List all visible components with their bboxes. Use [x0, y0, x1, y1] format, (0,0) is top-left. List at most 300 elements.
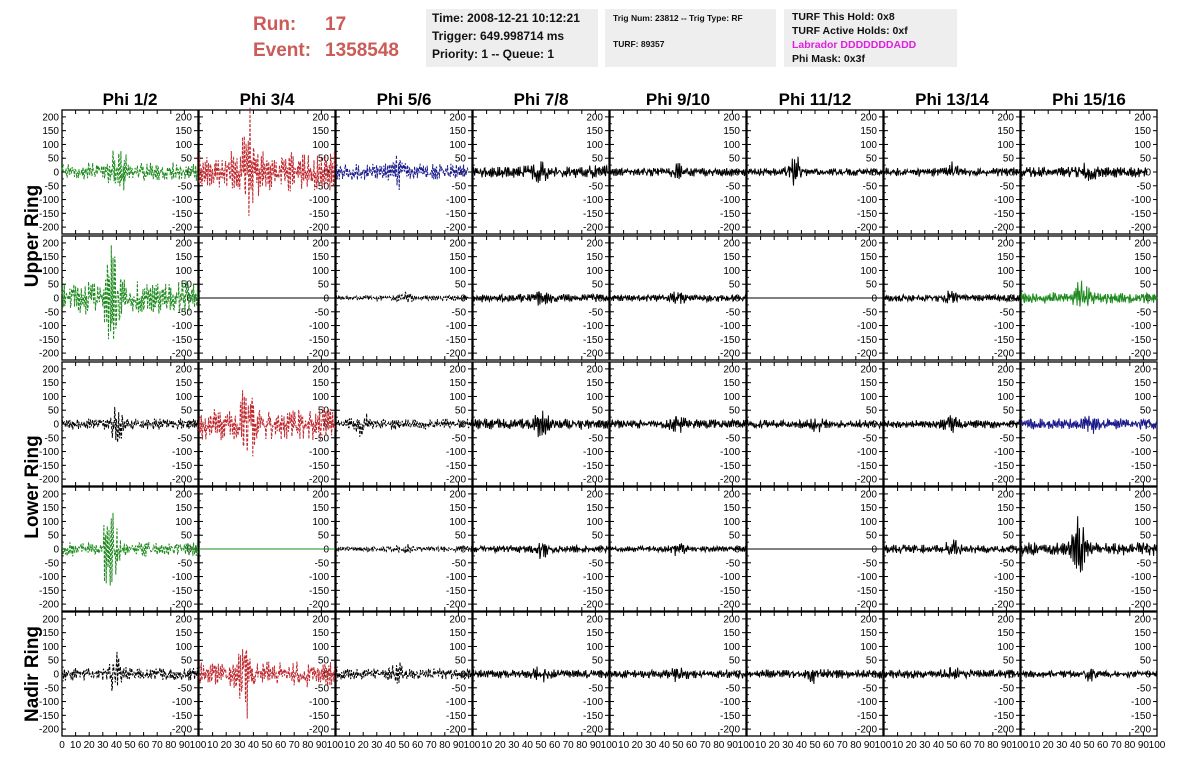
y-tick-label: -150 — [993, 208, 1014, 220]
y-tick-label: 50 — [317, 279, 329, 291]
y-tick-label: -200 — [445, 474, 466, 486]
y-tick-label: -100 — [171, 447, 192, 459]
y-tick-label: -50 — [725, 558, 740, 570]
y-tick-label: 50 — [865, 153, 877, 165]
x-tick-label: 80 — [850, 740, 862, 751]
y-tick-label: -150 — [719, 585, 740, 597]
y-tick-label: -200 — [719, 474, 740, 486]
y-tick-label: 150 — [860, 628, 877, 640]
y-tick-label: -100 — [719, 195, 740, 207]
y-tick-label: 200 — [42, 614, 59, 626]
y-tick-label: 200 — [860, 364, 877, 376]
x-tick-label: 50 — [124, 740, 136, 751]
y-tick-label: 50 — [180, 153, 192, 165]
y-tick-label: -50 — [725, 683, 740, 695]
x-tick-label: 100 — [600, 740, 618, 751]
column-header-1: Phi 1/2 — [102, 90, 158, 109]
y-tick-label: -50 — [588, 433, 603, 445]
x-tick-label: 60 — [275, 740, 287, 751]
y-tick-label: -100 — [993, 195, 1014, 207]
y-tick-label: 200 — [175, 238, 192, 250]
x-tick-label: 20 — [1042, 740, 1054, 751]
y-tick-label: -200 — [445, 724, 466, 736]
y-tick-label: 0 — [53, 419, 59, 431]
y-tick-label: 150 — [1134, 503, 1151, 515]
y-tick-label: 100 — [723, 139, 740, 151]
y-tick-label: -150 — [993, 460, 1014, 472]
y-tick-label: 0 — [871, 544, 877, 556]
x-tick-label: 10 — [892, 740, 904, 751]
y-tick-label: 150 — [723, 503, 740, 515]
y-tick-label: 200 — [997, 238, 1014, 250]
y-tick-label: -200 — [993, 474, 1014, 486]
y-tick-label: -50 — [177, 683, 192, 695]
y-tick-label: 200 — [723, 112, 740, 124]
y-tick-label: 100 — [723, 265, 740, 277]
y-tick-label: -150 — [308, 208, 329, 220]
y-tick-label: -50 — [177, 307, 192, 319]
y-tick-label: -50 — [314, 558, 329, 570]
y-tick-label: -200 — [993, 724, 1014, 736]
y-tick-label: 0 — [1145, 419, 1151, 431]
y-tick-label: 0 — [53, 669, 59, 681]
event-label: Event: — [253, 40, 312, 61]
y-tick-label: -100 — [1130, 697, 1151, 709]
y-tick-label: -150 — [993, 334, 1014, 346]
y-tick-label: 200 — [860, 238, 877, 250]
y-tick-label: -50 — [999, 433, 1014, 445]
y-tick-label: -50 — [1136, 683, 1151, 695]
y-tick-label: 150 — [312, 252, 329, 264]
y-tick-label: 100 — [586, 391, 603, 403]
y-tick-label: -200 — [582, 222, 603, 234]
y-tick-label: -200 — [308, 599, 329, 611]
y-tick-label: 100 — [860, 391, 877, 403]
x-tick-label: 30 — [508, 740, 520, 751]
y-tick-label: 200 — [997, 614, 1014, 626]
y-tick-label: -50 — [44, 181, 59, 193]
y-tick-label: -100 — [582, 572, 603, 584]
y-tick-label: -50 — [862, 307, 877, 319]
y-tick-label: 150 — [860, 252, 877, 264]
y-tick-label: 0 — [734, 544, 740, 556]
y-tick-label: -50 — [314, 307, 329, 319]
y-tick-label: -100 — [445, 195, 466, 207]
y-tick-label: 0 — [53, 544, 59, 556]
y-tick-label: 150 — [175, 378, 192, 390]
x-tick-label: 60 — [1097, 740, 1109, 751]
y-tick-label: 200 — [449, 614, 466, 626]
y-tick-label: 50 — [865, 655, 877, 667]
y-tick-label: 100 — [586, 139, 603, 151]
y-tick-label: 150 — [586, 252, 603, 264]
y-tick-label: -50 — [862, 181, 877, 193]
y-tick-label: 200 — [449, 364, 466, 376]
y-tick-label: 50 — [317, 655, 329, 667]
y-tick-label: -50 — [588, 683, 603, 695]
x-tick-label: 10 — [70, 740, 82, 751]
y-tick-label: 100 — [723, 641, 740, 653]
y-tick-label: -100 — [582, 697, 603, 709]
y-tick-label: -50 — [999, 558, 1014, 570]
y-tick-label: -150 — [719, 208, 740, 220]
y-tick-label: -100 — [171, 572, 192, 584]
y-tick-label: 0 — [734, 419, 740, 431]
y-tick-label: 0 — [323, 544, 329, 556]
y-tick-label: 0 — [871, 419, 877, 431]
y-tick-label: 0 — [1145, 544, 1151, 556]
x-tick-label: 60 — [960, 740, 972, 751]
y-tick-label: 150 — [1134, 378, 1151, 390]
y-tick-label: -50 — [451, 433, 466, 445]
x-tick-label: 10 — [207, 740, 219, 751]
x-tick-label: 50 — [946, 740, 958, 751]
y-tick-label: -200 — [171, 474, 192, 486]
y-tick-label: -200 — [38, 599, 59, 611]
y-tick-label: -100 — [38, 697, 59, 709]
x-tick-label: 70 — [973, 740, 985, 751]
y-tick-label: 100 — [1134, 265, 1151, 277]
y-tick-label: 0 — [186, 669, 192, 681]
y-tick-label: -200 — [38, 348, 59, 360]
y-tick-label: 200 — [1134, 614, 1151, 626]
x-tick-label: 20 — [357, 740, 369, 751]
y-tick-label: -150 — [171, 710, 192, 722]
y-tick-label: -150 — [993, 710, 1014, 722]
y-tick-label: 150 — [860, 503, 877, 515]
y-tick-label: -150 — [445, 334, 466, 346]
y-tick-label: -50 — [314, 683, 329, 695]
y-tick-label: 50 — [591, 530, 603, 542]
x-tick-label: 50 — [535, 740, 547, 751]
y-tick-label: 50 — [591, 153, 603, 165]
x-tick-label: 40 — [521, 740, 533, 751]
phi-mask-line: Phi Mask: 0x3f — [792, 53, 865, 65]
y-tick-label: 200 — [860, 112, 877, 124]
turf-line: TURF: 89357 — [613, 39, 665, 49]
y-tick-label: -50 — [1136, 433, 1151, 445]
y-tick-label: -200 — [38, 474, 59, 486]
y-tick-label: 100 — [42, 391, 59, 403]
y-tick-label: -50 — [44, 683, 59, 695]
y-tick-label: 200 — [175, 112, 192, 124]
y-tick-label: -100 — [993, 447, 1014, 459]
x-tick-label: 50 — [672, 740, 684, 751]
y-tick-label: 100 — [860, 516, 877, 528]
y-tick-label: 50 — [454, 405, 466, 417]
y-tick-label: -200 — [993, 222, 1014, 234]
y-tick-label: 150 — [449, 628, 466, 640]
y-tick-label: -150 — [582, 585, 603, 597]
y-tick-label: 200 — [1134, 364, 1151, 376]
y-tick-label: 50 — [180, 530, 192, 542]
y-tick-label: -200 — [856, 222, 877, 234]
y-tick-label: 150 — [997, 252, 1014, 264]
x-tick-label: 20 — [905, 740, 917, 751]
y-tick-label: 150 — [997, 126, 1014, 138]
x-tick-label: 70 — [699, 740, 711, 751]
y-tick-label: -200 — [1130, 474, 1151, 486]
y-tick-label: -100 — [38, 447, 59, 459]
y-tick-label: -200 — [582, 348, 603, 360]
x-tick-label: 30 — [234, 740, 246, 751]
y-tick-label: 200 — [997, 489, 1014, 501]
y-tick-label: 200 — [449, 112, 466, 124]
y-tick-label: 100 — [42, 641, 59, 653]
y-tick-label: 200 — [1134, 489, 1151, 501]
y-tick-label: 150 — [312, 378, 329, 390]
y-tick-label: 200 — [860, 614, 877, 626]
y-tick-label: 150 — [860, 378, 877, 390]
x-tick-label: 70 — [151, 740, 163, 751]
y-tick-label: 50 — [1002, 405, 1014, 417]
y-tick-label: -200 — [719, 599, 740, 611]
y-tick-label: 100 — [997, 139, 1014, 151]
y-tick-label: -150 — [856, 710, 877, 722]
y-tick-label: 50 — [591, 655, 603, 667]
y-tick-label: 50 — [180, 405, 192, 417]
y-tick-label: 100 — [312, 391, 329, 403]
y-tick-label: -150 — [171, 460, 192, 472]
y-tick-label: 0 — [460, 293, 466, 305]
y-tick-label: 200 — [586, 364, 603, 376]
y-tick-label: -200 — [171, 724, 192, 736]
y-tick-label: -200 — [445, 222, 466, 234]
y-tick-label: 100 — [1134, 516, 1151, 528]
y-tick-label: 150 — [42, 628, 59, 640]
x-tick-label: 60 — [138, 740, 150, 751]
y-tick-label: -100 — [308, 572, 329, 584]
y-tick-label: 50 — [728, 655, 740, 667]
y-tick-label: 150 — [1134, 126, 1151, 138]
x-tick-label: 70 — [1110, 740, 1122, 751]
x-tick-label: 60 — [412, 740, 424, 751]
y-tick-label: 0 — [597, 167, 603, 179]
y-tick-label: 150 — [723, 126, 740, 138]
turf-hold-line: TURF This Hold: 0x8 — [792, 11, 895, 23]
y-tick-label: 0 — [597, 669, 603, 681]
y-tick-label: 150 — [723, 378, 740, 390]
y-tick-label: 0 — [460, 419, 466, 431]
y-tick-label: -150 — [308, 334, 329, 346]
y-tick-label: 100 — [860, 265, 877, 277]
x-tick-label: 40 — [932, 740, 944, 751]
y-tick-label: 0 — [597, 544, 603, 556]
y-tick-label: -100 — [308, 447, 329, 459]
y-tick-label: 100 — [175, 139, 192, 151]
y-tick-label: 100 — [449, 641, 466, 653]
y-tick-label: 0 — [1008, 419, 1014, 431]
y-tick-label: -200 — [582, 474, 603, 486]
time-line: Time: 2008-12-21 10:12:21 — [432, 11, 580, 25]
y-tick-label: 50 — [1002, 153, 1014, 165]
y-tick-label: -150 — [856, 208, 877, 220]
x-tick-label: 40 — [247, 740, 259, 751]
y-tick-label: 150 — [42, 503, 59, 515]
y-tick-label: -100 — [582, 447, 603, 459]
y-tick-label: 50 — [454, 153, 466, 165]
y-tick-label: 100 — [175, 391, 192, 403]
y-tick-label: -100 — [1130, 321, 1151, 333]
y-tick-label: -150 — [856, 460, 877, 472]
y-tick-label: 0 — [53, 167, 59, 179]
x-tick-label: 100 — [1148, 740, 1166, 751]
x-tick-label: 100 — [1011, 740, 1029, 751]
y-tick-label: 0 — [1008, 669, 1014, 681]
x-tick-label: 30 — [1056, 740, 1068, 751]
y-tick-label: 50 — [1002, 279, 1014, 291]
y-tick-label: -200 — [445, 599, 466, 611]
y-tick-label: -200 — [171, 348, 192, 360]
y-tick-label: 100 — [586, 641, 603, 653]
y-tick-label: 100 — [1134, 391, 1151, 403]
y-tick-label: 150 — [586, 126, 603, 138]
y-tick-label: 0 — [734, 293, 740, 305]
y-tick-label: -150 — [445, 585, 466, 597]
y-tick-label: 150 — [860, 126, 877, 138]
column-header-4: Phi 7/8 — [513, 90, 569, 109]
y-tick-label: 200 — [42, 238, 59, 250]
y-tick-label: 100 — [997, 391, 1014, 403]
y-tick-label: 100 — [1134, 641, 1151, 653]
y-tick-label: -150 — [1130, 460, 1151, 472]
y-tick-label: -100 — [171, 697, 192, 709]
y-tick-label: -100 — [38, 572, 59, 584]
y-tick-label: 100 — [312, 265, 329, 277]
y-tick-label: 0 — [460, 544, 466, 556]
y-tick-label: -150 — [1130, 710, 1151, 722]
y-tick-label: 200 — [586, 112, 603, 124]
y-tick-label: -50 — [588, 307, 603, 319]
y-tick-label: -100 — [993, 697, 1014, 709]
x-tick-label: 80 — [1124, 740, 1136, 751]
y-tick-label: 0 — [597, 293, 603, 305]
y-tick-label: 200 — [723, 614, 740, 626]
x-tick-label: 90 — [315, 740, 327, 751]
y-tick-label: -100 — [856, 572, 877, 584]
y-tick-label: -200 — [308, 222, 329, 234]
run-value: 17 — [325, 14, 347, 35]
y-tick-label: 50 — [728, 530, 740, 542]
y-tick-label: -100 — [719, 572, 740, 584]
y-tick-label: 50 — [454, 279, 466, 291]
y-tick-label: -100 — [582, 321, 603, 333]
y-tick-label: 100 — [723, 391, 740, 403]
y-tick-label: -150 — [582, 460, 603, 472]
y-tick-label: -200 — [993, 348, 1014, 360]
y-tick-label: 150 — [586, 628, 603, 640]
y-tick-label: 100 — [449, 265, 466, 277]
y-tick-label: 100 — [860, 641, 877, 653]
y-tick-label: 50 — [1002, 655, 1014, 667]
y-tick-label: 200 — [312, 238, 329, 250]
y-tick-label: 200 — [586, 489, 603, 501]
x-tick-label: 100 — [737, 740, 755, 751]
y-tick-label: 0 — [597, 419, 603, 431]
column-header-7: Phi 13/14 — [915, 90, 989, 109]
y-tick-label: 50 — [728, 153, 740, 165]
y-tick-label: -200 — [719, 222, 740, 234]
y-tick-label: 150 — [42, 126, 59, 138]
y-tick-label: -200 — [308, 348, 329, 360]
y-tick-label: -150 — [308, 710, 329, 722]
y-tick-label: 200 — [723, 489, 740, 501]
y-tick-label: 150 — [449, 126, 466, 138]
y-tick-label: -150 — [1130, 208, 1151, 220]
x-tick-label: 40 — [1069, 740, 1081, 751]
y-tick-label: 150 — [449, 503, 466, 515]
y-tick-label: -100 — [993, 572, 1014, 584]
y-tick-label: -150 — [1130, 585, 1151, 597]
x-tick-label: 90 — [452, 740, 464, 751]
y-tick-label: 50 — [865, 279, 877, 291]
y-tick-label: 200 — [175, 614, 192, 626]
x-tick-label: 30 — [97, 740, 109, 751]
y-tick-label: -150 — [445, 710, 466, 722]
y-tick-label: 50 — [865, 530, 877, 542]
y-tick-label: 50 — [1002, 530, 1014, 542]
y-tick-label: -150 — [38, 334, 59, 346]
y-tick-label: 50 — [47, 655, 59, 667]
x-tick-label: 100 — [463, 740, 481, 751]
y-tick-label: -150 — [171, 334, 192, 346]
y-tick-label: 150 — [312, 628, 329, 640]
y-tick-label: 0 — [323, 669, 329, 681]
x-tick-label: 70 — [288, 740, 300, 751]
y-tick-label: -100 — [308, 697, 329, 709]
y-tick-label: 50 — [317, 530, 329, 542]
y-tick-label: -50 — [44, 433, 59, 445]
ring-label-3: Nadir Ring — [22, 625, 43, 723]
y-tick-label: -100 — [308, 195, 329, 207]
x-tick-label: 60 — [549, 740, 561, 751]
y-tick-label: -100 — [445, 697, 466, 709]
x-tick-label: 0 — [59, 740, 65, 751]
y-tick-label: -150 — [308, 585, 329, 597]
y-tick-label: -50 — [862, 558, 877, 570]
y-tick-label: 50 — [317, 405, 329, 417]
priority-line: Priority: 1 -- Queue: 1 — [432, 47, 555, 61]
y-tick-label: -50 — [588, 558, 603, 570]
y-tick-label: -200 — [1130, 222, 1151, 234]
y-tick-label: 0 — [53, 293, 59, 305]
y-tick-label: -50 — [1136, 307, 1151, 319]
y-tick-label: 100 — [449, 139, 466, 151]
y-tick-label: -100 — [171, 195, 192, 207]
y-tick-label: -200 — [856, 348, 877, 360]
y-tick-label: -200 — [856, 724, 877, 736]
y-tick-label: -150 — [856, 334, 877, 346]
y-tick-label: 200 — [312, 614, 329, 626]
y-tick-label: 100 — [175, 641, 192, 653]
y-tick-label: 150 — [175, 503, 192, 515]
y-tick-label: 0 — [871, 167, 877, 179]
y-tick-label: 50 — [728, 279, 740, 291]
y-tick-label: -150 — [171, 585, 192, 597]
y-tick-label: 150 — [586, 503, 603, 515]
y-tick-label: 50 — [1139, 655, 1151, 667]
y-tick-label: -100 — [1130, 195, 1151, 207]
y-tick-label: -150 — [38, 460, 59, 472]
y-tick-label: 200 — [723, 238, 740, 250]
x-tick-label: 90 — [178, 740, 190, 751]
y-tick-label: 50 — [454, 655, 466, 667]
y-tick-label: -200 — [719, 348, 740, 360]
y-tick-label: 150 — [175, 126, 192, 138]
y-tick-label: 150 — [723, 252, 740, 264]
y-tick-label: -100 — [719, 697, 740, 709]
y-tick-label: -50 — [725, 181, 740, 193]
